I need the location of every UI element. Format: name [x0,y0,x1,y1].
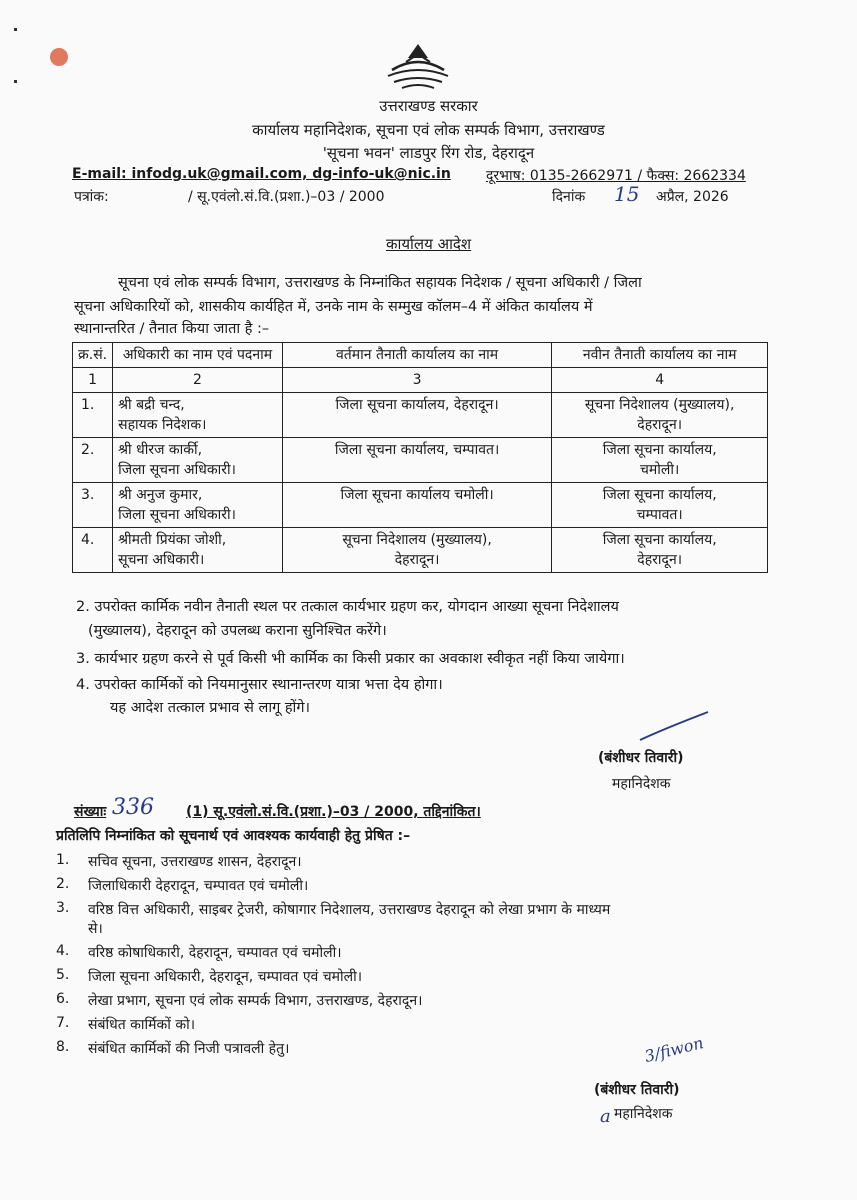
email-line: E-mail: infodg.uk@gmail.com, dg-info-uk@nic.in [72,166,451,182]
column-number: 4 [552,368,768,393]
officer-name: श्री धीरज कार्की, [118,442,203,458]
endorsement-number: 336 [112,795,154,820]
list-item-number: 1. [56,852,70,868]
current-office: सूचना निदेशालय (मुख्यालय), [342,532,492,548]
list-item [56,876,309,894]
officer-post: सहायक निदेशक। [118,417,207,433]
signatory-name: (बंशीधर तिवारी) [598,750,684,766]
serial-number: 3. [73,483,113,528]
current-office-cell [282,528,552,573]
table-header-row [73,343,768,368]
uttarakhand-emblem-icon [378,40,458,92]
new-office-line: जिला सूचना कार्यालय, [602,442,717,458]
list-item-number: 3. [56,900,70,916]
current-office: जिला सूचना कार्यालय, चम्पावत। [282,438,552,483]
ref-label: पत्रांक: [74,189,109,205]
effect-line: यह आदेश तत्काल प्रभाव से लागू होंगे। [110,700,310,716]
serial-number: 4. [73,528,113,573]
officer-cell [113,483,283,528]
new-office-cell [552,483,768,528]
new-office-line: सूचना निदेशालय (मुख्यालय), [584,397,735,413]
order-title: कार्यालय आदेश [385,235,472,253]
current-office: जिला सूचना कार्यालय, देहरादून। [282,393,552,438]
table-header-cell: क्र.सं. [73,343,113,368]
table-column-number-row [73,368,768,393]
point-4: 4. उपरोक्त कार्मिकों को नियमानुसार स्थानान्तरण यात्रा भत्ता देय होगा। [76,677,443,693]
serial-number: 2. [73,438,113,483]
column-number: 1 [73,368,113,393]
signatory-designation: महानिदेशक [612,776,671,792]
serial-number: 1. [73,393,113,438]
list-item [56,991,423,1009]
officer-cell [113,393,283,438]
handwritten-initials: 3/fiwon [642,1033,706,1066]
officer-post: जिला सूचना अधिकारी। [118,462,236,478]
new-office-city: चमोली। [640,462,680,478]
new-office-cell [552,528,768,573]
date-day: 15 [614,182,640,206]
new-office-city: देहरादून। [637,417,683,433]
new-office-cell [552,438,768,483]
list-item-text: संबंधित कार्मिकों की निजी पत्रावली हेतु। [88,1041,290,1057]
table-row [73,483,768,528]
list-item [56,943,342,961]
list-item-number: 6. [56,991,70,1007]
govt-name: उत्तराखण्ड सरकार [379,97,478,115]
signatory-designation-2: महानिदेशक [614,1106,673,1122]
list-item-number: 8. [56,1039,70,1055]
intro-line-2: सूचना अधिकारियों को, शासकीय कार्यहित में, उनके नाम के सम्मुख कॉलम–4 में अंकित कार्यालय में [74,299,593,315]
point-3: 3. कार्यभार ग्रहण करने से पूर्व किसी भी कार्मिक का किसी प्रकार का अवकाश स्वीकृत नहीं किया जायेगा। [76,651,625,667]
scan-dot [14,80,17,83]
list-item-text: लेखा प्रभाग, सूचना एवं लोक सम्पर्क विभाग, उत्तराखण्ड, देहरादून। [88,993,423,1009]
list-item-text: जिलाधिकारी देहरादून, चम्पावत एवं चमोली। [88,878,309,894]
list-item [56,1039,290,1057]
column-number: 3 [282,368,552,393]
new-office-city: देहरादून। [637,552,683,568]
list-item-text: वरिष्ठ कोषाधिकारी, देहरादून, चम्पावत एवं चमोली। [88,945,342,961]
intro-line-1: सूचना एवं लोक सम्पर्क विभाग, उत्तराखण्ड के निम्नांकित सहायक निदेशक / सूचना अधिकारी / जिला [118,275,642,291]
current-office-city: देहरादून। [394,552,440,568]
list-item-number: 5. [56,967,70,983]
intro-line-3: स्थानान्तरित / तैनात किया जाता है :– [74,321,270,337]
table-row [73,393,768,438]
list-item [56,967,363,985]
current-office: जिला सूचना कार्यालय चमोली। [282,483,552,528]
table-header-cell: वर्तमान तैनाती कार्यालय का नाम [282,343,552,368]
list-item-text: सचिव सूचना, उत्तराखण्ड शासन, देहरादून। [88,854,302,870]
point-2-line-2: (मुख्यालय), देहरादून को उपलब्ध कराना सुनिश्चित करेंगे। [88,623,387,639]
ref-number: / सू.एवंलो.सं.वि.(प्रशा.)–03 / 2000 [188,189,385,205]
list-item [56,1015,196,1033]
endorsement-ref: (1) सू.एवंलो.सं.वि.(प्रशा.)–03 / 2000, तद्दिनांकित। [186,804,481,820]
date-label: दिनांक [552,189,586,205]
handwritten-mark: a [600,1106,611,1127]
new-office-line: जिला सूचना कार्यालय, [602,487,717,503]
phone-fax: दूरभाष: 0135-2662971 / फैक्स: 2662334 [486,168,746,184]
column-number: 2 [113,368,283,393]
office-name: कार्यालय महानिदेशक, सूचना एवं लोक सम्पर्क विभाग, उत्तराखण्ड [252,121,605,139]
officer-cell [113,528,283,573]
list-item [56,852,302,870]
scan-mark [50,48,68,66]
list-item-text: जिला सूचना अधिकारी, देहरादून, चम्पावत एवं चमोली। [88,969,363,985]
new-office-line: जिला सूचना कार्यालय, [602,532,717,548]
officer-cell [113,438,283,483]
new-office-cell [552,393,768,438]
list-item-text: वरिष्ठ वित्त अधिकारी, साइबर ट्रेजरी, कोषागार निदेशालय, उत्तराखण्ड देहरादून को लेखा प्रभाग के माध्यम [88,902,611,918]
new-office-city: चम्पावत। [636,507,683,523]
signature-stroke-icon [636,708,712,744]
endorsement-label: संख्याः [74,804,107,820]
list-item-number: 2. [56,876,70,892]
list-item-text: संबंधित कार्मिकों को। [88,1017,196,1033]
list-item [56,900,611,918]
list-item-number: 7. [56,1015,70,1031]
scan-dot [14,28,17,31]
table-header-cell: अधिकारी का नाम एवं पदनाम [113,343,283,368]
transfer-table [72,342,768,573]
list-item-continuation: से। [88,921,103,937]
table-row [73,438,768,483]
list-item-number: 4. [56,943,70,959]
officer-post: सूचना अधिकारी। [118,552,205,568]
date-rest: अप्रैल, 2026 [656,189,729,205]
office-address: 'सूचना भवन' लाडपुर रिंग रोड, देहरादून [322,144,535,162]
officer-name: श्रीमती प्रियंका जोशी, [118,532,227,548]
table-header-cell: नवीन तैनाती कार्यालय का नाम [552,343,768,368]
point-2-line-1: 2. उपरोक्त कार्मिक नवीन तैनाती स्थल पर तत्काल कार्यभार ग्रहण कर, योगदान आख्या सूचना निदेशालय [76,599,619,615]
officer-name: श्री अनुज कुमार, [118,487,203,503]
officer-name: श्री बद्री चन्द, [118,397,185,413]
copy-to-heading: प्रतिलिपि निम्नांकित को सूचनार्थ एवं आवश्यक कार्यवाही हेतु प्रेषित :– [56,828,411,844]
signatory-name-2: (बंशीधर तिवारी) [594,1082,680,1098]
officer-post: जिला सूचना अधिकारी। [118,507,236,523]
table-row [73,528,768,573]
